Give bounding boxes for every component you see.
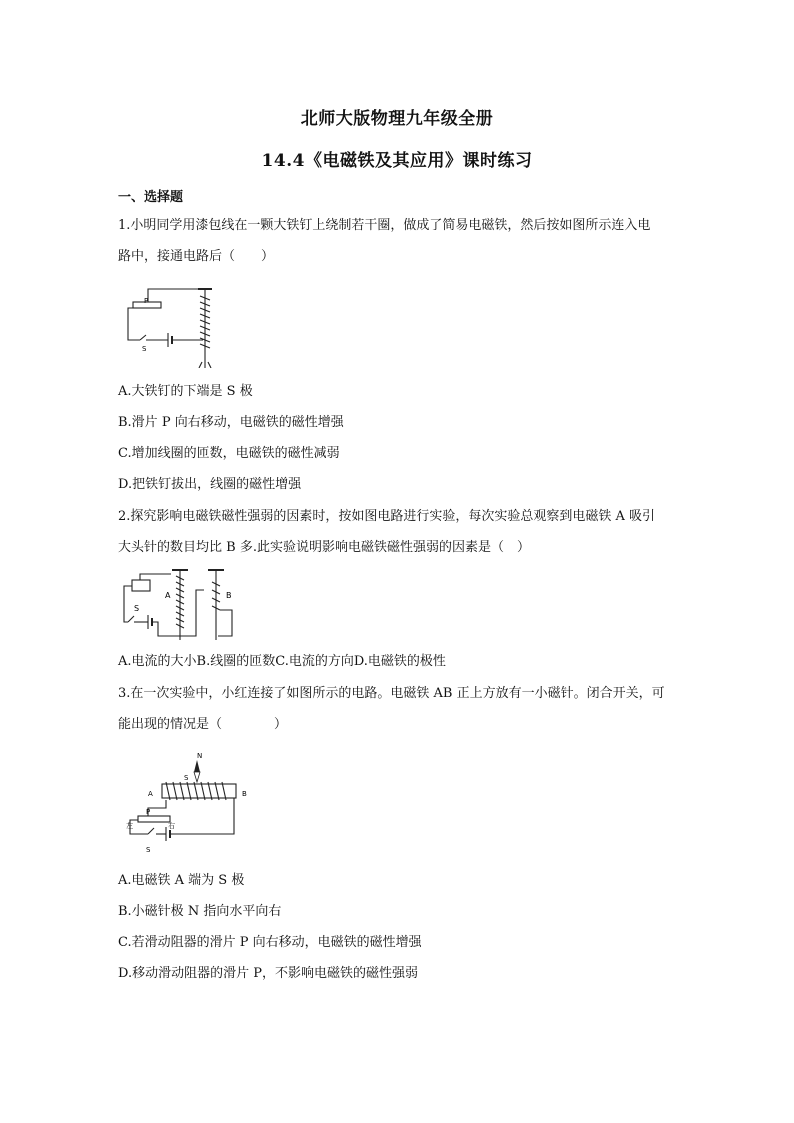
q1-fig-label-s: S (142, 345, 147, 353)
q3-stem-line1: 3.在一次实验中，小红连接了如图所示的电路。电磁铁 AB 正上方放有一小磁针。闭合开关，可 (118, 686, 665, 701)
q1-stem-line2: 路中，接通电路后（ ） (118, 249, 275, 264)
q1-option-d: D.把铁钉拔出，线圈的磁性增强 (118, 477, 302, 492)
q1-circuit-figure (118, 282, 218, 368)
q2-fig-label-b: B (226, 591, 232, 600)
q3-option-d: D.移动滑动阻器的滑片 P，不影响电磁铁的磁性强弱 (118, 966, 418, 981)
document-subtitle: 14.4《电磁铁及其应用》课时练习 (261, 151, 533, 171)
q2-fig-label-s: S (134, 604, 140, 613)
q2-stem-line2: 大头针的数目均比 B 多.此实验说明影响电磁铁磁性强弱的因素是（ ） (118, 540, 530, 555)
q1-fig-label-p: P (144, 297, 149, 305)
q3-option-a: A.电磁铁 A 端为 S 极 (118, 873, 245, 888)
q1-stem-line1: 1.小明同学用漆包线在一颗大铁钉上绕制若干圈，做成了简易电磁铁，然后按如图所示连入电 (118, 218, 651, 233)
q3-fig-label-right: 右 (168, 822, 175, 830)
q2-circuit-figure (118, 564, 238, 644)
q1-option-b: B.滑片 P 向右移动，电磁铁的磁性增强 (118, 415, 344, 430)
section-heading: 一、选择题 (118, 190, 184, 205)
q3-fig-label-a: A (148, 790, 153, 798)
q3-circuit-figure (118, 750, 258, 860)
q3-fig-label-s-switch: S (146, 846, 151, 854)
q1-option-c: C.增加线圈的匝数，电磁铁的磁性减弱 (118, 446, 340, 461)
q3-option-c: C.若滑动阻器的滑片 P 向右移动，电磁铁的磁性增强 (118, 935, 422, 950)
q2-fig-label-a: A (165, 591, 171, 600)
q1-option-a: A.大铁钉的下端是 S 极 (118, 384, 253, 399)
q3-fig-label-p: P (146, 808, 151, 816)
q2-stem-line1: 2.探究影响电磁铁磁性强弱的因素时，按如图电路进行实验，每次实验总观察到电磁铁 A 吸引 (118, 509, 656, 524)
q3-compass-needle-north (194, 760, 200, 772)
q2-options: A.电流的大小B.线圈的匝数C.电流的方向D.电磁铁的极性 (118, 654, 446, 669)
q3-fig-label-b: B (242, 790, 247, 798)
document-title: 北师大版物理九年级全册 (300, 109, 494, 129)
q3-option-b: B.小磁针极 N 指向水平向右 (118, 904, 282, 919)
q3-fig-label-n: N (197, 752, 203, 760)
q3-compass-needle-south (194, 772, 200, 782)
q3-fig-label-s-needle: S (184, 774, 189, 782)
q3-stem-line2: 能出现的情况是（ ） (118, 717, 288, 732)
q3-fig-label-left: 左 (126, 822, 133, 830)
